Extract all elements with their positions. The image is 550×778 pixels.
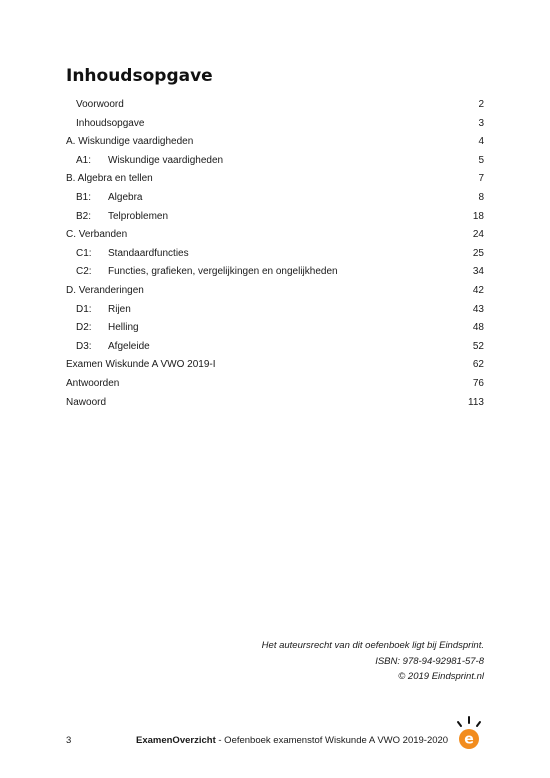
footer-brand: ExamenOverzicht — [136, 735, 216, 746]
toc-entry-title: Afgeleide — [108, 340, 150, 352]
toc-entry-title: Nawoord — [66, 396, 107, 408]
toc-entry-page: 62 — [472, 359, 484, 371]
toc-entry-page: 5 — [478, 154, 484, 166]
toc-entry-title: Algebra — [108, 191, 143, 203]
toc-entry — [66, 375, 484, 394]
toc-entry — [66, 96, 484, 115]
toc-entry-title: Rijen — [108, 303, 131, 315]
toc-entry-page: 76 — [472, 377, 484, 389]
isbn-line: ISBN: 978-94-92981-57-8 — [375, 655, 484, 667]
toc-entry-code: D2: — [76, 322, 92, 334]
toc-entry-page: 18 — [472, 210, 484, 222]
toc-entry-code: B2: — [76, 210, 92, 222]
toc-entry-title: Inhoudsopgave — [76, 117, 145, 129]
toc-entry — [66, 245, 484, 264]
footer-text — [136, 735, 448, 746]
toc-entry — [66, 170, 484, 189]
toc-entry-title: Helling — [108, 322, 139, 334]
toc-entry-title: B. Algebra en tellen — [66, 173, 153, 185]
toc-entry-code: A1: — [76, 154, 92, 166]
eindsprint-logo-icon — [454, 714, 484, 750]
copyright-notice — [262, 638, 484, 685]
toc-entry-title: Voorwoord — [76, 99, 124, 110]
page-title: Inhoudsopgave — [66, 66, 213, 86]
toc-entry-title: Examen Wiskunde A VWO 2019-I — [66, 359, 216, 371]
toc-entry-title: Standaardfuncties — [108, 247, 189, 259]
toc-entry-title: A. Wiskundige vaardigheden — [66, 136, 194, 148]
table-of-contents — [66, 96, 484, 412]
toc-entry — [66, 356, 484, 375]
toc-entry — [66, 319, 484, 338]
toc-entry — [66, 152, 484, 171]
toc-entry-page: 113 — [468, 396, 484, 408]
toc-entry-page: 3 — [478, 117, 484, 129]
toc-entry — [66, 226, 484, 245]
toc-entry — [66, 115, 484, 134]
toc-entry-code: C1: — [76, 247, 92, 259]
toc-entry — [66, 282, 484, 301]
page-number: 3 — [66, 735, 72, 746]
toc-entry-title: D. Veranderingen — [66, 284, 144, 296]
toc-entry-page: 2 — [478, 99, 484, 110]
toc-entry — [66, 208, 484, 227]
toc-entry-title: Wiskundige vaardigheden — [108, 154, 224, 166]
toc-entry-title: C. Verbanden — [66, 229, 128, 241]
footer-subtitle: - Oefenboek examenstof Wiskunde A VWO 2019-2020 — [215, 735, 449, 746]
copyright-year-line: © 2019 Eindsprint.nl — [398, 671, 484, 682]
toc-entry-title: Antwoorden — [66, 377, 120, 389]
logo-letter: e — [464, 731, 474, 748]
toc-entry-title: Telproblemen — [108, 210, 169, 222]
toc-entry — [66, 338, 484, 357]
toc-entry-page: 7 — [478, 173, 484, 185]
toc-entry-page: 43 — [472, 303, 484, 315]
toc-entry-title: Functies, grafieken, vergelijkingen en ongelijkheden — [108, 266, 338, 278]
toc-entry-code: B1: — [76, 191, 92, 203]
toc-entry-page: 34 — [472, 266, 484, 278]
toc-entry — [66, 133, 484, 152]
toc-entry-code: D1: — [76, 303, 92, 315]
toc-entry-page: 4 — [478, 136, 484, 148]
toc-entry-page: 48 — [472, 322, 484, 334]
toc-entry — [66, 263, 484, 282]
toc-entry-page: 25 — [472, 247, 484, 259]
toc-entry — [66, 394, 484, 413]
toc-entry-code: C2: — [76, 266, 92, 278]
toc-entry — [66, 301, 484, 320]
toc-entry-page: 52 — [472, 340, 484, 352]
toc-entry-page: 42 — [472, 284, 484, 296]
toc-entry-page: 24 — [472, 229, 484, 241]
toc-entry-page: 8 — [478, 191, 484, 203]
toc-entry — [66, 189, 484, 208]
toc-entry-code: D3: — [76, 340, 92, 352]
copyright-line: Het auteursrecht van dit oefenboek ligt bij Eindsprint. — [261, 640, 484, 651]
